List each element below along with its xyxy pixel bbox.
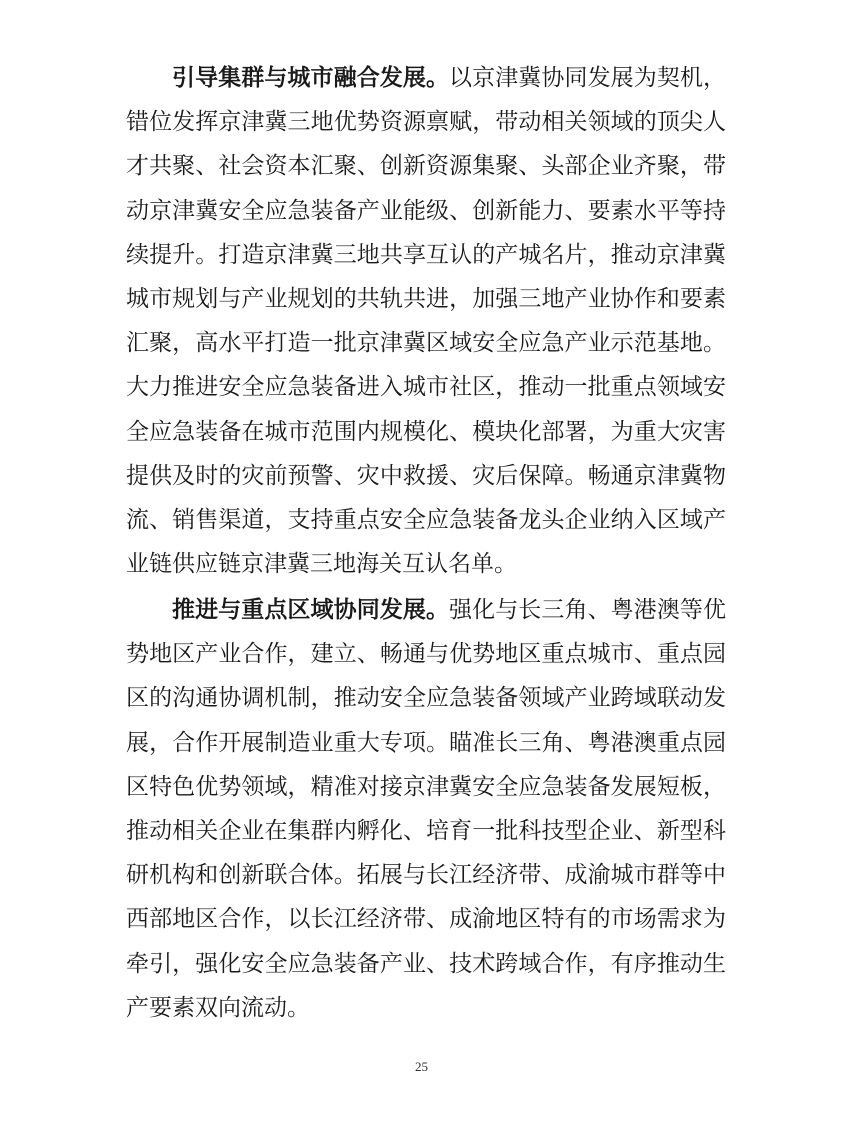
paragraph-line: 势地区产业合作，建立、畅通与优势地区重点城市、重点园	[126, 641, 726, 668]
paragraph-line: 汇聚，高水平打造一批京津冀区域安全应急产业示范基地。	[126, 330, 726, 357]
paragraph-line: 引导集群与城市融合发展。以京津冀协同发展为契机，	[172, 64, 727, 91]
paragraph-line: 提供及时的灾前预警、灾中救援、灾后保障。畅通京津冀物	[126, 462, 726, 489]
page-number: 25	[415, 1059, 428, 1074]
paragraph-line: 业链供应链京津冀三地海关互认名单。	[126, 551, 517, 578]
paragraph-line: 城市规划与产业规划的共轨共进，加强三地产业协作和要素	[126, 285, 726, 312]
paragraph-line: 西部地区合作，以长江经济带、成渝地区特有的市场需求为	[126, 906, 726, 933]
paragraph-regional-collaboration	[126, 588, 726, 1030]
paragraph-line: 才共聚、社会资本汇聚、创新资源集聚、头部企业齐聚，带	[126, 153, 726, 180]
paragraph-line: 产要素双向流动。	[126, 994, 310, 1021]
paragraph-line: 错位发挥京津冀三地优势资源禀赋，带动相关领域的顶尖人	[126, 109, 726, 136]
paragraph-heading: 推进与重点区域协同发展。	[172, 596, 450, 623]
paragraph-line: 全应急装备在城市范围内规模化、模块化部署，为重大灾害	[126, 418, 726, 445]
paragraph-line: 牵引，强化安全应急装备产业、技术跨域合作，有序推动生	[126, 950, 726, 977]
paragraph-line: 展，合作开展制造业重大专项。瞄准长三角、粤港澳重点园	[126, 729, 726, 756]
paragraph-line: 推动相关企业在集群内孵化、培育一批科技型企业、新型科	[126, 817, 726, 844]
paragraph-line: 续提升。打造京津冀三地共享互认的产城名片，推动京津冀	[126, 241, 726, 268]
paragraph-line: 推进与重点区域协同发展。强化与长三角、粤港澳等优	[172, 596, 727, 623]
paragraph-line: 动京津冀安全应急装备产业能级、创新能力、要素水平等持	[126, 197, 726, 224]
paragraph-cluster-city-integration	[126, 56, 726, 586]
paragraph-line: 流、销售渠道，支持重点安全应急装备龙头企业纳入区域产	[126, 506, 726, 533]
paragraph-heading: 引导集群与城市融合发展。	[172, 64, 450, 91]
paragraph-line: 区特色优势领域，精准对接京津冀安全应急装备发展短板，	[126, 773, 726, 800]
paragraph-line: 大力推进安全应急装备进入城市社区，推动一批重点领域安	[126, 374, 726, 401]
paragraph-line: 区的沟通协调机制，推动安全应急装备领域产业跨域联动发	[126, 685, 726, 712]
paragraph-line: 研机构和创新联合体。拓展与长江经济带、成渝城市群等中	[126, 862, 726, 889]
